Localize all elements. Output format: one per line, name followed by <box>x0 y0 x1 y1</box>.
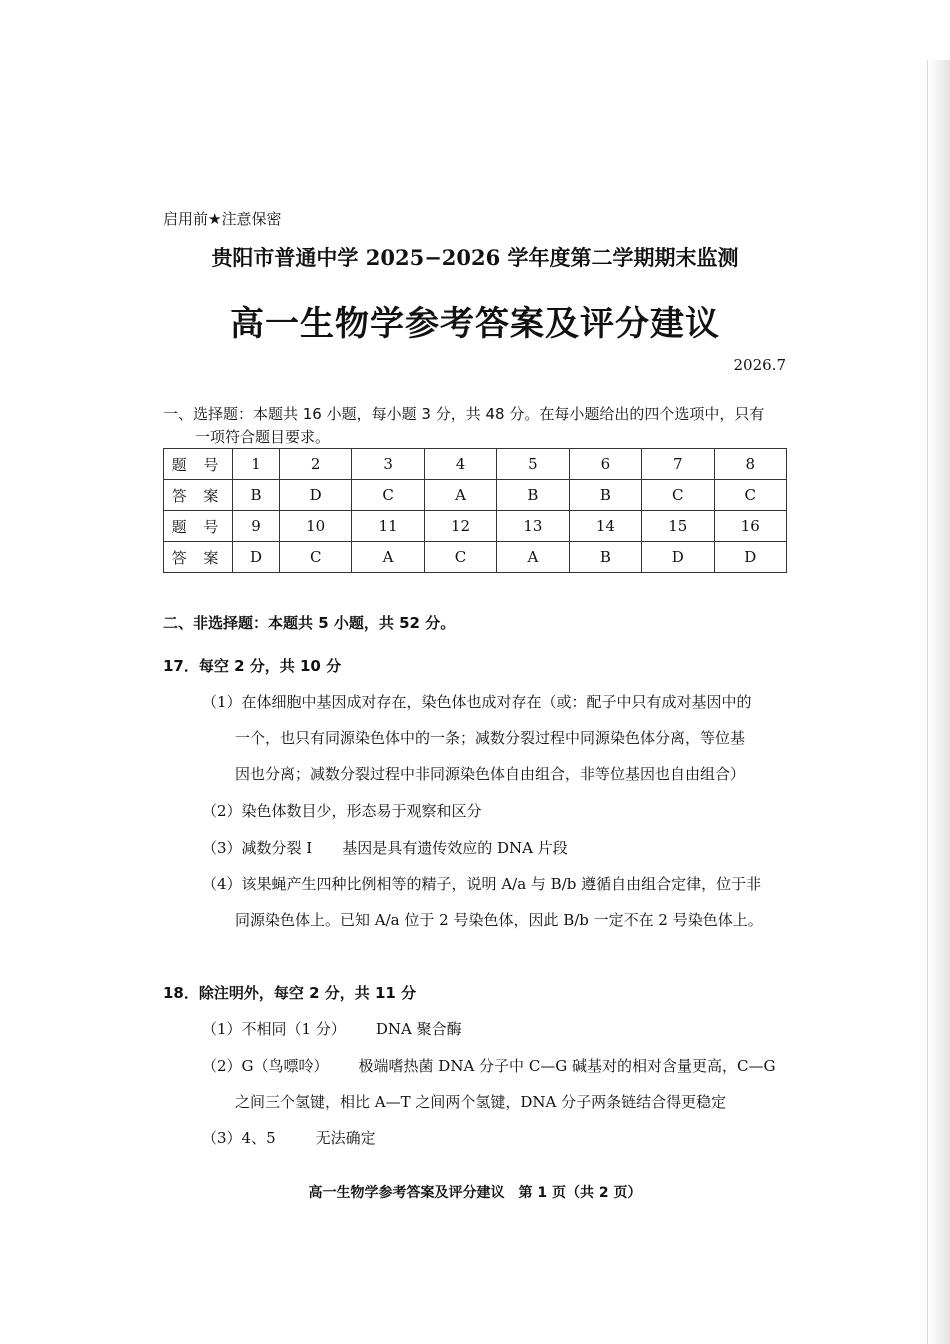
section1-heading-cont: 一项符合题目要求。 <box>195 428 331 446</box>
answer-cell: B <box>569 480 641 511</box>
question-number: 12 <box>424 511 496 542</box>
page-title: 高一生物学参考答案及评分建议 <box>230 304 720 344</box>
question-number: 1 <box>233 449 280 480</box>
q17-answer-3-part-b: 基因是具有遗传效应的 DNA 片段 <box>342 839 568 857</box>
question-number: 8 <box>714 449 787 480</box>
q17-heading: 17．每空 2 分，共 10 分 <box>163 657 342 675</box>
q18-answer-3 <box>202 1127 376 1148</box>
answer-cell: B <box>497 480 569 511</box>
q17-answer-1-cont: 因也分离；减数分裂过程中非同源染色体自由组合，非等位基因也自由组合） <box>235 765 746 783</box>
table-row <box>164 542 787 573</box>
q18-answer-2-part-b: 极端嗜热菌 DNA 分子中 C—G 碱基对的相对含量更高，C—G <box>358 1057 776 1075</box>
answer-label: 答 案 <box>164 480 233 511</box>
answer-cell: C <box>714 480 787 511</box>
question-number: 9 <box>233 511 280 542</box>
table-row <box>164 511 787 542</box>
table-row <box>164 480 787 511</box>
q18-answer-2-part-a: （2）G（鸟嘌呤） <box>202 1057 329 1075</box>
answer-cell: A <box>424 480 496 511</box>
q17-answer-3 <box>202 837 568 858</box>
answer-cell: A <box>497 542 569 573</box>
question-number: 11 <box>352 511 424 542</box>
q18-heading: 18．除注明外，每空 2 分，共 11 分 <box>163 984 417 1002</box>
exam-subtitle: 贵阳市普通中学 2025−2026 学年度第二学期期末监测 <box>211 245 739 270</box>
q18-answer-2-cont: 之间三个氢键，相比 A—T 之间两个氢键，DNA 分子两条链结合得更稳定 <box>235 1093 727 1111</box>
q17-answer-2: （2）染色体数目少，形态易于观察和区分 <box>202 802 482 820</box>
q18-answer-3-part-b: 无法确定 <box>315 1129 376 1147</box>
q18-answer-2 <box>202 1055 776 1076</box>
question-number-label: 题 号 <box>164 511 233 542</box>
section2-heading: 二、非选择题：本题共 5 小题，共 52 分。 <box>163 614 456 632</box>
q18-answer-3-part-a: （3）4、5 <box>202 1129 276 1147</box>
answer-cell: C <box>642 480 714 511</box>
question-number: 10 <box>279 511 351 542</box>
answer-cell: D <box>714 542 787 573</box>
q17-answer-1-cont: 一个，也只有同源染色体中的一条；减数分裂过程中同源染色体分离，等位基 <box>235 729 746 747</box>
answer-cell: C <box>279 542 351 573</box>
question-number: 14 <box>569 511 641 542</box>
q17-answer-1: （1）在体细胞中基因成对存在，染色体也成对存在（或：配子中只有成对基因中的 <box>202 693 752 711</box>
question-number: 5 <box>497 449 569 480</box>
page-footer: 高一生物学参考答案及评分建议 第 1 页（共 2 页） <box>308 1185 642 1201</box>
question-number: 16 <box>714 511 787 542</box>
question-number: 7 <box>642 449 714 480</box>
q17-answer-3-part-a: （3）减数分裂 I <box>202 839 313 857</box>
answer-cell: A <box>352 542 424 573</box>
q17-answer-4-cont: 同源染色体上。已知 A/a 位于 2 号染色体，因此 B/b 一定不在 2 号染色体上。 <box>235 911 763 929</box>
q18-answer-1 <box>202 1018 462 1039</box>
answer-cell: D <box>279 480 351 511</box>
answer-cell: C <box>424 542 496 573</box>
confidential-notice: 启用前★注意保密 <box>163 210 282 228</box>
answer-cell: D <box>233 542 280 573</box>
answer-label: 答 案 <box>164 542 233 573</box>
question-number: 15 <box>642 511 714 542</box>
q18-answer-1-part-b: DNA 聚合酶 <box>375 1020 462 1038</box>
q18-answer-1-part-a: （1）不相同（1 分） <box>202 1020 346 1038</box>
q17-answer-4: （4）该果蝇产生四种比例相等的精子，说明 A/a 与 B/b 遵循自由组合定律，位于非 <box>202 875 762 893</box>
table-row <box>164 449 787 480</box>
exam-date: 2026.7 <box>733 356 786 374</box>
question-number-label: 题 号 <box>164 449 233 480</box>
question-number: 2 <box>279 449 351 480</box>
answer-cell: B <box>569 542 641 573</box>
answer-cell: C <box>352 480 424 511</box>
answer-cell: D <box>642 542 714 573</box>
question-number: 6 <box>569 449 641 480</box>
section1-heading: 一、选择题：本题共 16 小题，每小题 3 分，共 48 分。在每小题给出的四个选项中，只有 <box>163 405 765 423</box>
answer-table <box>163 448 787 573</box>
answer-cell: B <box>233 480 280 511</box>
question-number: 4 <box>424 449 496 480</box>
question-number: 3 <box>352 449 424 480</box>
question-number: 13 <box>497 511 569 542</box>
